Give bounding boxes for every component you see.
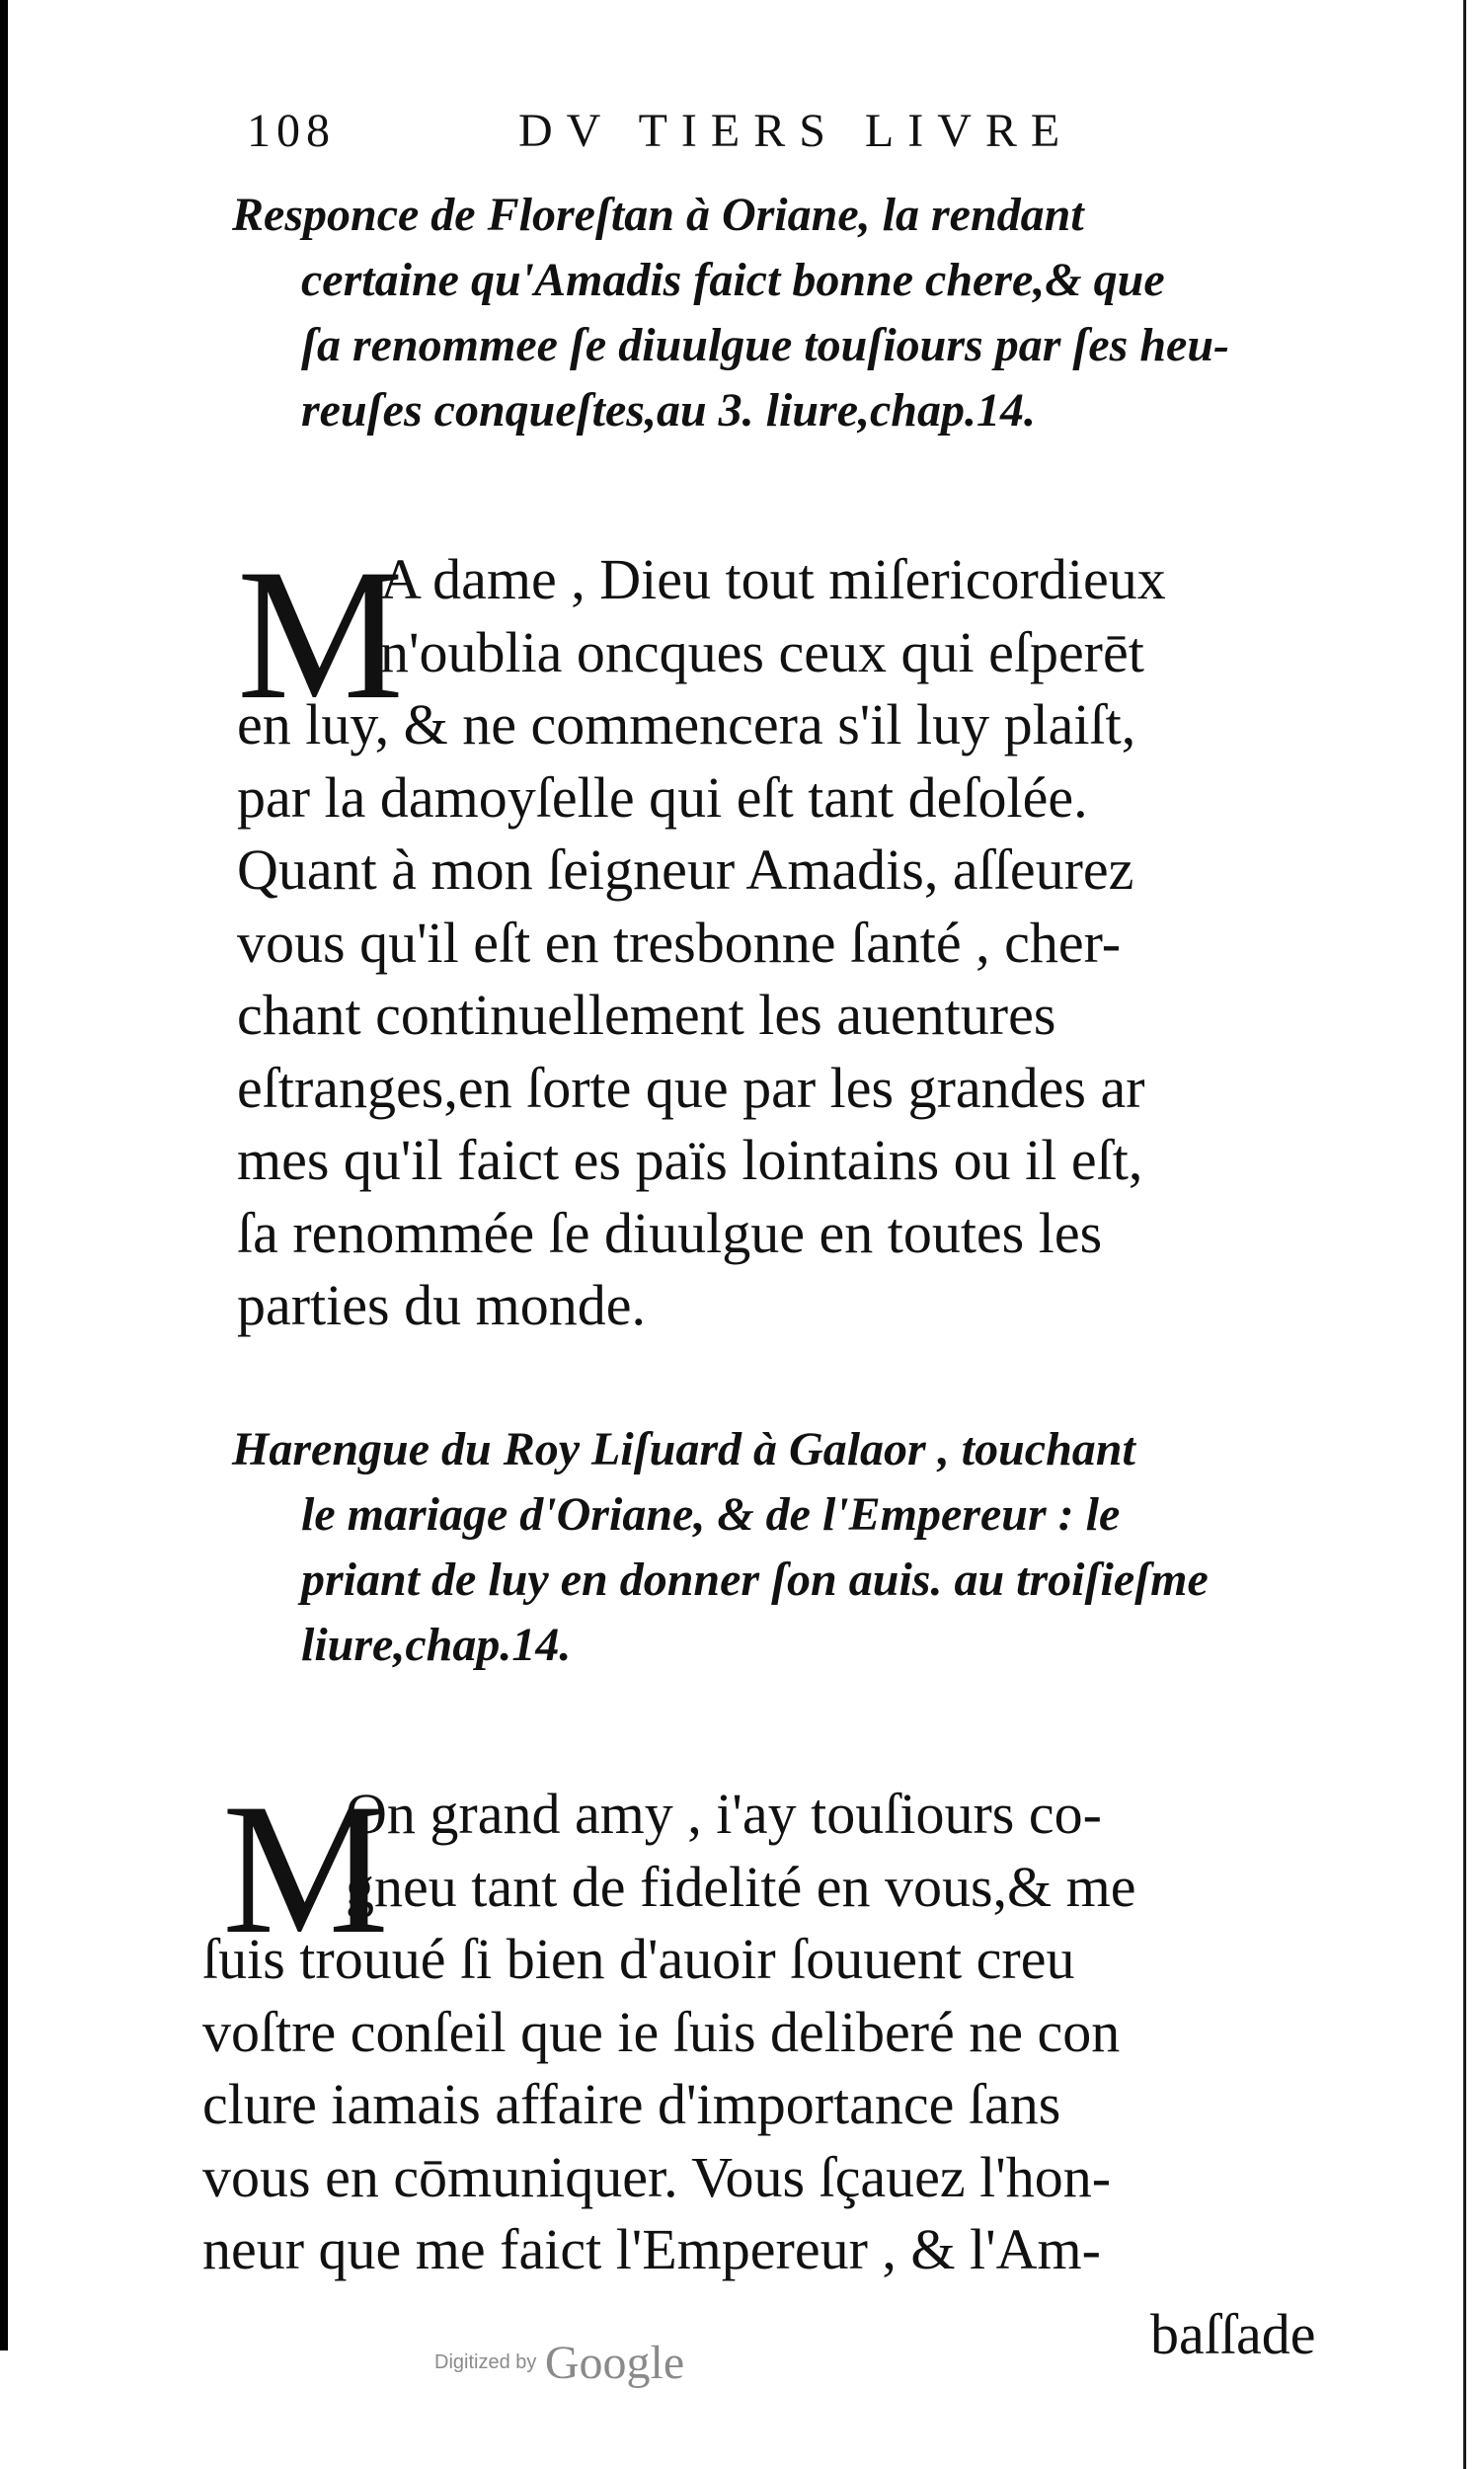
rubric-line: certaine qu'Amadis faict bonne chere,& que — [301, 254, 1165, 306]
rubric-heading-2 — [232, 1417, 1397, 1678]
page-right-edge — [1463, 0, 1466, 2469]
rubric-line: priant de luy en donner ſon auis. au troiſieſme — [301, 1553, 1209, 1606]
body-paragraph-2 — [202, 1766, 1387, 2286]
text-line: n'oublia oncques ceux qui eſperēt — [380, 619, 1144, 684]
text-line: en luy, & ne commencera s'il luy plaiſt, — [237, 692, 1136, 757]
text-line: eſtranges,en ſorte que par les grandes ar — [237, 1055, 1145, 1120]
rubric-line: reuſes conqueſtes,au 3. liure,chap.14. — [301, 384, 1036, 437]
drop-capital: M — [237, 531, 404, 739]
page-header — [247, 104, 1234, 163]
page-number: 108 — [247, 105, 336, 157]
text-line: A dame , Dieu tout miſericordieux — [380, 547, 1166, 611]
text-line: On grand amy , i'ay touſiours co- — [346, 1782, 1102, 1846]
rubric-line: Harengue du Roy Liſuard à Galaor , touchant — [232, 1423, 1135, 1475]
watermark-brand: Google — [544, 2337, 685, 2389]
rubric-heading-1 — [232, 183, 1397, 443]
rubric-line: liure,chap.14. — [301, 1619, 572, 1671]
digitized-watermark — [434, 2336, 684, 2390]
rubric-line: ſa renommee ſe diuulgue touſiours par ſes heu- — [301, 319, 1230, 371]
text-line: par la damoyſelle qui eſt tant deſolée. — [237, 764, 1088, 830]
text-line: vous en cōmuniquer. Vous ſçauez l'hon- — [202, 2144, 1112, 2209]
text-line: parties du monde. — [237, 1273, 646, 1337]
drop-capital: M — [222, 1766, 389, 1973]
text-line: ſa renommée ſe diuulgue en toutes les — [237, 1200, 1103, 1265]
text-line: voſtre conſeil que ie ſuis deliberé ne con — [202, 1999, 1121, 2064]
text-line: ſuis trouué ſi bien d'auoir ſouuent creu — [202, 1927, 1075, 1991]
text-line: Quant à mon ſeigneur Amadis, aſſeurez — [237, 837, 1134, 902]
text-line: clure iamais affaire d'importance ſans — [202, 2072, 1061, 2136]
rubric-line: le mariage d'Oriane, & de l'Empereur : le — [301, 1488, 1121, 1541]
text-line: neur que me faict l'Empereur , & l'Am- — [202, 2217, 1101, 2281]
watermark-prefix: Digitized by — [434, 2351, 537, 2373]
text-line: vous qu'il eſt en tresbonne ſanté , cher- — [237, 910, 1122, 975]
running-title: DV TIERS LIVRE — [518, 105, 1074, 157]
text-line: chant continuellement les auentures — [237, 983, 1056, 1047]
body-paragraph-1 — [237, 531, 1402, 1342]
text-line: gneu tant de fidelité en vous,& me — [346, 1854, 1136, 1919]
page-left-edge — [0, 0, 8, 2350]
rubric-line: Responce de Floreſtan à Oriane, la rendant — [232, 189, 1084, 241]
catchword: baſſade — [1150, 2302, 1316, 2366]
text-line: mes qu'il faict es païs lointains ou il eſt, — [237, 1128, 1143, 1192]
